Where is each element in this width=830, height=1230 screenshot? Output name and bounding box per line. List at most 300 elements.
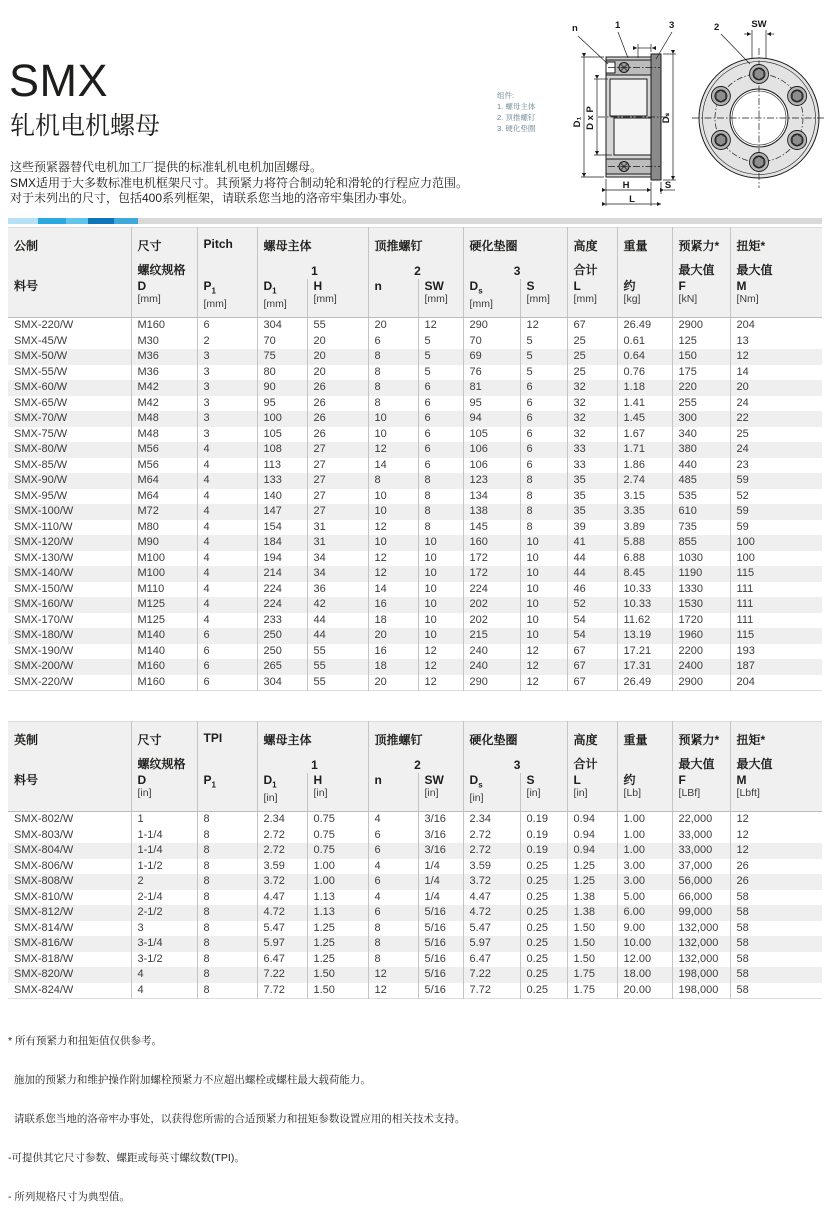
data-cell: 58 bbox=[730, 983, 822, 999]
sub-header: 最大值 bbox=[672, 752, 730, 773]
data-cell: 12 bbox=[418, 318, 463, 334]
data-cell: 255 bbox=[672, 396, 730, 412]
data-cell: 10.33 bbox=[617, 597, 672, 613]
technical-drawings bbox=[488, 14, 830, 214]
part-number-cell: SMX-100/W bbox=[14, 505, 74, 517]
part-number-cell: SMX-804/W bbox=[14, 844, 74, 856]
data-cell: 10 bbox=[418, 597, 463, 613]
data-cell: 12 bbox=[368, 520, 418, 536]
data-cell: 33 bbox=[567, 442, 617, 458]
sub-header: 合计 bbox=[567, 258, 617, 279]
table-row bbox=[8, 905, 822, 921]
data-cell: 0.25 bbox=[520, 983, 567, 999]
data-cell: 10 bbox=[418, 535, 463, 551]
data-cell: 44 bbox=[567, 566, 617, 582]
data-cell: M42 bbox=[131, 396, 197, 412]
data-cell: 8 bbox=[197, 859, 257, 875]
column-header: F [LBf] bbox=[672, 773, 730, 812]
data-cell: 10 bbox=[418, 566, 463, 582]
data-cell: 44 bbox=[567, 551, 617, 567]
data-cell: 4 bbox=[197, 458, 257, 474]
sub-header: 3 bbox=[463, 258, 567, 279]
data-cell: 10 bbox=[520, 551, 567, 567]
data-cell: 0.25 bbox=[520, 890, 567, 906]
data-cell: 133 bbox=[257, 473, 307, 489]
data-cell: M30 bbox=[131, 334, 197, 350]
table-row bbox=[8, 874, 822, 890]
data-cell: 2.74 bbox=[617, 473, 672, 489]
data-cell: 1.25 bbox=[307, 921, 368, 937]
column-header: SW [mm] bbox=[418, 279, 463, 318]
data-cell: 33 bbox=[567, 458, 617, 474]
sub-header: 3 bbox=[463, 752, 567, 773]
sub-header: 2 bbox=[368, 258, 463, 279]
data-cell: 0.64 bbox=[617, 349, 672, 365]
data-cell: 33,000 bbox=[672, 843, 730, 859]
data-cell: M160 bbox=[131, 318, 197, 334]
data-cell: 113 bbox=[257, 458, 307, 474]
data-cell: 214 bbox=[257, 566, 307, 582]
data-cell: 1.50 bbox=[567, 952, 617, 968]
data-cell: 1.50 bbox=[307, 983, 368, 999]
data-cell: M90 bbox=[131, 535, 197, 551]
data-cell: 1.86 bbox=[617, 458, 672, 474]
data-cell: 75 bbox=[257, 349, 307, 365]
data-cell: 58 bbox=[730, 936, 822, 952]
data-cell: 6 bbox=[197, 644, 257, 660]
data-cell: 1.75 bbox=[567, 983, 617, 999]
data-cell: 2400 bbox=[672, 659, 730, 675]
data-cell: 70 bbox=[463, 334, 520, 350]
data-cell: 8 bbox=[197, 874, 257, 890]
part-number-cell: SMX-70/W bbox=[14, 412, 68, 424]
data-cell: 6 bbox=[368, 874, 418, 890]
data-cell: 90 bbox=[257, 380, 307, 396]
data-cell: 6 bbox=[418, 380, 463, 396]
footnote-line: 施加的预紧力和维护操作附加螺栓预紧力不应超出螺栓或螺柱最大载荷能力。 bbox=[8, 1074, 371, 1086]
table-row bbox=[8, 843, 822, 859]
data-cell: 1-1/4 bbox=[131, 828, 197, 844]
intro-line: 对于未列出的尺寸，包括400系列框架，请联系您当地的洛帝牢集团办事处。 bbox=[10, 191, 415, 205]
data-cell: 27 bbox=[307, 489, 368, 505]
data-cell: 0.19 bbox=[520, 812, 567, 828]
data-cell: 6 bbox=[418, 427, 463, 443]
data-cell: 485 bbox=[672, 473, 730, 489]
table-row bbox=[8, 967, 822, 983]
data-cell: 20 bbox=[730, 380, 822, 396]
data-cell: 12 bbox=[418, 644, 463, 660]
data-cell: 2.72 bbox=[463, 828, 520, 844]
data-cell: 12 bbox=[368, 967, 418, 983]
data-cell: 5.97 bbox=[463, 936, 520, 952]
dim-label-s: S bbox=[664, 180, 672, 191]
data-cell: 5/16 bbox=[418, 936, 463, 952]
data-cell: 6 bbox=[368, 905, 418, 921]
data-cell: 10 bbox=[368, 411, 418, 427]
data-cell: 24 bbox=[730, 396, 822, 412]
data-cell: 5.97 bbox=[257, 936, 307, 952]
table-row bbox=[8, 411, 822, 427]
column-header: H [in] bbox=[307, 773, 368, 812]
group-header: 扭矩* bbox=[730, 722, 822, 753]
data-cell: 55 bbox=[307, 644, 368, 660]
data-cell: 8 bbox=[368, 936, 418, 952]
data-cell: 31 bbox=[307, 520, 368, 536]
data-cell: 39 bbox=[567, 520, 617, 536]
data-cell: M125 bbox=[131, 613, 197, 629]
data-cell: 1/4 bbox=[418, 874, 463, 890]
table-row bbox=[8, 504, 822, 520]
data-cell: M36 bbox=[131, 349, 197, 365]
data-cell: 5.88 bbox=[617, 535, 672, 551]
data-cell: 115 bbox=[730, 628, 822, 644]
data-cell: 1030 bbox=[672, 551, 730, 567]
data-cell: 123 bbox=[463, 473, 520, 489]
data-cell: 3 bbox=[197, 349, 257, 365]
data-cell: 2.34 bbox=[463, 812, 520, 828]
data-cell: 7.22 bbox=[463, 967, 520, 983]
data-cell: 80 bbox=[257, 365, 307, 381]
data-cell: 67 bbox=[567, 318, 617, 334]
part-number-cell: SMX-810/W bbox=[14, 890, 74, 903]
data-cell: 26 bbox=[730, 874, 822, 890]
data-cell: 0.25 bbox=[520, 905, 567, 921]
data-cell: 6 bbox=[368, 843, 418, 859]
data-cell: 8 bbox=[520, 520, 567, 536]
data-cell: 0.19 bbox=[520, 843, 567, 859]
data-cell: 12 bbox=[368, 551, 418, 567]
table-row bbox=[8, 812, 822, 828]
data-cell: 1-1/2 bbox=[131, 859, 197, 875]
column-header: F [kN] bbox=[672, 279, 730, 318]
data-cell: 3 bbox=[197, 427, 257, 443]
data-cell: 34 bbox=[307, 551, 368, 567]
part-number-cell: SMX-824/W bbox=[14, 983, 74, 996]
data-cell: 0.76 bbox=[617, 365, 672, 381]
data-cell: 12.00 bbox=[617, 952, 672, 968]
data-cell: 10 bbox=[418, 551, 463, 567]
data-cell: 1.45 bbox=[617, 411, 672, 427]
dim-label-sw: SW bbox=[751, 19, 767, 30]
data-cell: 154 bbox=[257, 520, 307, 536]
table-row bbox=[8, 458, 822, 474]
data-cell: 55 bbox=[307, 659, 368, 675]
data-cell: 37,000 bbox=[672, 859, 730, 875]
data-cell: 6 bbox=[197, 659, 257, 675]
group-header: 扭矩* bbox=[730, 228, 822, 259]
table-row bbox=[8, 921, 822, 937]
callout-2: 2 bbox=[714, 22, 720, 33]
data-cell: 3.00 bbox=[617, 859, 672, 875]
data-cell: 4 bbox=[368, 890, 418, 906]
table-row bbox=[8, 566, 822, 582]
data-cell: 224 bbox=[257, 582, 307, 598]
data-cell: 10 bbox=[368, 489, 418, 505]
data-cell: 4.47 bbox=[463, 890, 520, 906]
data-cell: 1330 bbox=[672, 582, 730, 598]
data-cell: 8 bbox=[368, 952, 418, 968]
column-header: D [in] bbox=[131, 773, 197, 812]
data-cell: 26 bbox=[307, 411, 368, 427]
data-cell: 1.00 bbox=[617, 812, 672, 828]
table-row bbox=[8, 675, 822, 691]
data-cell: 202 bbox=[463, 597, 520, 613]
data-cell: 24 bbox=[730, 442, 822, 458]
data-cell: 5 bbox=[520, 349, 567, 365]
table-row bbox=[8, 380, 822, 396]
part-number-cell: SMX-818/W bbox=[14, 952, 74, 965]
column-header: S [mm] bbox=[520, 279, 567, 318]
sub-header: 1 bbox=[257, 752, 368, 773]
data-cell: 5 bbox=[520, 334, 567, 350]
data-cell: 3 bbox=[197, 396, 257, 412]
data-cell: M42 bbox=[131, 380, 197, 396]
data-cell: 12 bbox=[520, 318, 567, 334]
part-number-cell: SMX-80/W bbox=[14, 443, 68, 455]
group-header: 公制 bbox=[8, 228, 131, 259]
data-cell: 8 bbox=[368, 365, 418, 381]
part-number-cell: SMX-75/W bbox=[14, 427, 68, 440]
data-cell: M100 bbox=[131, 566, 197, 582]
data-cell: 8 bbox=[418, 489, 463, 505]
group-header: 尺寸 bbox=[131, 228, 197, 259]
column-header: D [mm] bbox=[131, 279, 197, 318]
data-cell: 6 bbox=[418, 442, 463, 458]
data-cell: 184 bbox=[257, 535, 307, 551]
data-cell: 1.13 bbox=[307, 890, 368, 906]
table-row bbox=[8, 535, 822, 551]
group-header: 预紧力* bbox=[672, 228, 730, 259]
data-cell: 3.00 bbox=[617, 874, 672, 890]
data-cell: 8 bbox=[418, 520, 463, 536]
data-cell: 27 bbox=[307, 504, 368, 520]
data-cell: 1.38 bbox=[567, 890, 617, 906]
data-cell: 193 bbox=[730, 644, 822, 660]
data-cell: 8 bbox=[197, 967, 257, 983]
part-number-cell: SMX-814/W bbox=[14, 921, 74, 934]
data-cell: 290 bbox=[463, 675, 520, 691]
data-cell: 10 bbox=[368, 535, 418, 551]
data-cell: 0.25 bbox=[520, 859, 567, 875]
data-cell: 8 bbox=[368, 349, 418, 365]
dim-label-d1: D₁ bbox=[572, 116, 583, 128]
column-header: M [Nm] bbox=[730, 279, 822, 318]
group-header: 顶推螺钉 bbox=[368, 722, 463, 753]
data-cell: 10 bbox=[520, 613, 567, 629]
group-header: 尺寸 bbox=[131, 722, 197, 753]
data-cell: 125 bbox=[672, 334, 730, 350]
part-number-cell: SMX-180/W bbox=[14, 629, 74, 641]
data-cell: 12 bbox=[730, 843, 822, 859]
data-cell: 10 bbox=[418, 582, 463, 598]
data-cell: 25 bbox=[730, 427, 822, 443]
data-cell: 0.75 bbox=[307, 812, 368, 828]
data-cell: 198,000 bbox=[672, 983, 730, 999]
data-cell: M160 bbox=[131, 675, 197, 691]
data-cell: 8 bbox=[418, 473, 463, 489]
data-cell: 6 bbox=[520, 380, 567, 396]
column-header: $D_1$ [in] bbox=[257, 773, 307, 812]
part-number-cell: SMX-120/W bbox=[14, 536, 74, 548]
data-cell: 4 bbox=[197, 597, 257, 613]
data-cell: 8 bbox=[197, 812, 257, 828]
accent-bar-rest bbox=[138, 218, 822, 224]
group-header: 英制 bbox=[8, 722, 131, 753]
data-cell: 172 bbox=[463, 566, 520, 582]
data-cell: 224 bbox=[463, 582, 520, 598]
data-cell: 4 bbox=[197, 535, 257, 551]
data-cell: 172 bbox=[463, 551, 520, 567]
table-row bbox=[8, 551, 822, 567]
data-cell: 46 bbox=[567, 582, 617, 598]
data-cell: 4 bbox=[131, 967, 197, 983]
data-cell: 4.47 bbox=[257, 890, 307, 906]
data-cell: 6.00 bbox=[617, 905, 672, 921]
data-cell: 115 bbox=[730, 566, 822, 582]
data-cell: 20 bbox=[307, 349, 368, 365]
data-cell: 20 bbox=[307, 365, 368, 381]
data-cell: 6 bbox=[520, 427, 567, 443]
data-cell: 27 bbox=[307, 473, 368, 489]
data-cell: 1.00 bbox=[617, 828, 672, 844]
page-header bbox=[0, 0, 830, 218]
table-row bbox=[8, 936, 822, 952]
data-cell: 855 bbox=[672, 535, 730, 551]
sub-header: 2 bbox=[368, 752, 463, 773]
data-cell: 2900 bbox=[672, 675, 730, 691]
part-number-cell: SMX-140/W bbox=[14, 567, 74, 579]
data-cell: 12 bbox=[368, 442, 418, 458]
data-cell: 150 bbox=[672, 349, 730, 365]
data-cell: 20 bbox=[368, 628, 418, 644]
data-cell: 3-1/2 bbox=[131, 952, 197, 968]
data-cell: 1.50 bbox=[307, 967, 368, 983]
data-cell: 6 bbox=[197, 318, 257, 334]
data-cell: 52 bbox=[567, 597, 617, 613]
part-number-cell: SMX-130/W bbox=[14, 551, 74, 564]
data-cell: 4 bbox=[197, 613, 257, 629]
data-cell: 3.89 bbox=[617, 520, 672, 536]
data-cell: 6 bbox=[368, 334, 418, 350]
data-cell: 2.72 bbox=[257, 843, 307, 859]
data-cell: 22 bbox=[730, 411, 822, 427]
data-cell: 17.21 bbox=[617, 644, 672, 660]
data-cell: 12 bbox=[520, 644, 567, 660]
data-cell: 108 bbox=[257, 442, 307, 458]
table-row bbox=[8, 365, 822, 381]
data-cell: 56,000 bbox=[672, 874, 730, 890]
data-cell: 8 bbox=[197, 843, 257, 859]
part-number-cell: SMX-200/W bbox=[14, 660, 74, 672]
data-cell: 26 bbox=[730, 859, 822, 875]
table-row bbox=[8, 334, 822, 350]
sub-header: 合计 bbox=[567, 752, 617, 773]
data-cell: M140 bbox=[131, 628, 197, 644]
data-cell: 4 bbox=[197, 520, 257, 536]
group-header: 螺母主体 bbox=[257, 228, 368, 259]
data-cell: 8 bbox=[197, 952, 257, 968]
part-number-cell: SMX-90/W bbox=[14, 474, 68, 486]
column-header: $D_s$ [mm] bbox=[463, 279, 520, 318]
part-number-cell: SMX-85/W bbox=[14, 458, 68, 471]
components-legend-item: 1. 螺母主体 bbox=[497, 102, 536, 111]
data-cell: M48 bbox=[131, 427, 197, 443]
data-cell: 1.18 bbox=[617, 380, 672, 396]
data-cell: M56 bbox=[131, 458, 197, 474]
accent-bar-segment bbox=[8, 218, 38, 224]
data-cell: 25 bbox=[567, 334, 617, 350]
data-cell: 5.47 bbox=[463, 921, 520, 937]
data-cell: 1.13 bbox=[307, 905, 368, 921]
sub-header: 1 bbox=[257, 258, 368, 279]
data-cell: 5 bbox=[418, 334, 463, 350]
data-cell: 0.25 bbox=[520, 921, 567, 937]
data-cell: 1.25 bbox=[307, 936, 368, 952]
data-cell: 6 bbox=[520, 411, 567, 427]
data-cell: 1.50 bbox=[567, 936, 617, 952]
data-cell: 8 bbox=[197, 936, 257, 952]
data-cell: 81 bbox=[463, 380, 520, 396]
part-number-cell: SMX-812/W bbox=[14, 906, 74, 918]
data-cell: 27 bbox=[307, 442, 368, 458]
data-cell: 32 bbox=[567, 380, 617, 396]
data-cell: 1/4 bbox=[418, 890, 463, 906]
intro-paragraph bbox=[10, 160, 468, 207]
data-cell: 132,000 bbox=[672, 936, 730, 952]
data-cell: 5/16 bbox=[418, 983, 463, 999]
group-header: 硬化垫圈 bbox=[463, 722, 567, 753]
column-header: S [in] bbox=[520, 773, 567, 812]
data-cell: 100 bbox=[730, 535, 822, 551]
product-title: SMX bbox=[9, 55, 109, 106]
data-cell: 140 bbox=[257, 489, 307, 505]
column-header: n bbox=[368, 279, 418, 318]
data-cell: 10 bbox=[520, 535, 567, 551]
data-cell: 198,000 bbox=[672, 967, 730, 983]
data-cell: 25 bbox=[567, 365, 617, 381]
data-cell: 1.67 bbox=[617, 427, 672, 443]
data-cell: 6 bbox=[520, 396, 567, 412]
data-cell: 1.00 bbox=[307, 859, 368, 875]
callout-3: 3 bbox=[669, 20, 675, 31]
part-number-cell: SMX-170/W bbox=[14, 613, 74, 626]
data-cell: 5/16 bbox=[418, 952, 463, 968]
data-cell: 250 bbox=[257, 644, 307, 660]
data-cell: 14 bbox=[368, 458, 418, 474]
data-cell: 12 bbox=[520, 659, 567, 675]
data-cell: 1/4 bbox=[418, 859, 463, 875]
data-cell: 1.00 bbox=[617, 843, 672, 859]
data-cell: 59 bbox=[730, 520, 822, 536]
data-cell: 0.25 bbox=[520, 967, 567, 983]
data-cell: 8 bbox=[368, 921, 418, 937]
data-cell: 5 bbox=[520, 365, 567, 381]
sub-header bbox=[8, 258, 131, 279]
data-cell: 5.00 bbox=[617, 890, 672, 906]
data-cell: 0.25 bbox=[520, 874, 567, 890]
sub-header: 最大值 bbox=[672, 258, 730, 279]
data-cell: M36 bbox=[131, 365, 197, 381]
data-cell: 6.47 bbox=[257, 952, 307, 968]
data-cell: 10 bbox=[520, 597, 567, 613]
data-cell: 42 bbox=[307, 597, 368, 613]
data-cell: 32 bbox=[567, 411, 617, 427]
data-cell: 3 bbox=[197, 411, 257, 427]
data-cell: 134 bbox=[463, 489, 520, 505]
data-cell: 106 bbox=[463, 442, 520, 458]
data-cell: 3-1/4 bbox=[131, 936, 197, 952]
data-cell: 14 bbox=[730, 365, 822, 381]
